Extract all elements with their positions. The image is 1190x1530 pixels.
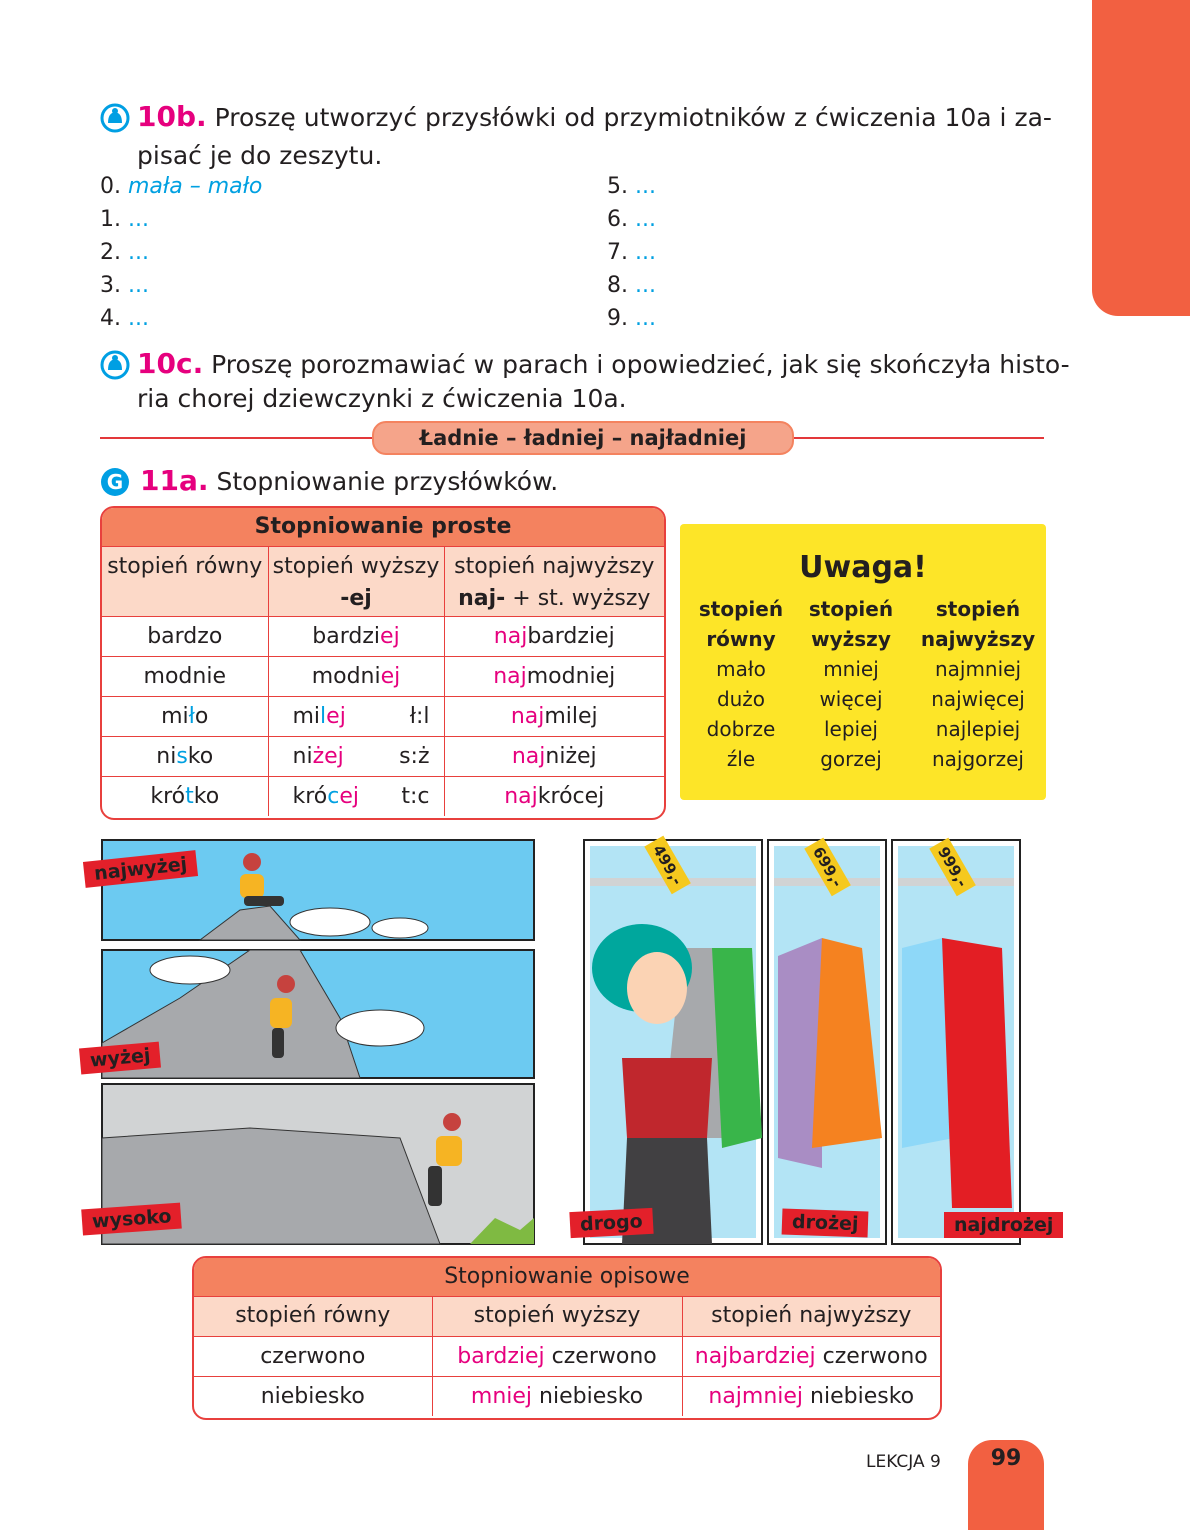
table-row: [194, 1336, 940, 1376]
table-cell: modniej: [268, 656, 444, 696]
exercise-10b-line1: [137, 100, 1052, 135]
table-cell: modnie: [102, 656, 268, 696]
table-cell: najkrócej: [444, 776, 664, 816]
pair-work-icon: [100, 350, 130, 380]
table-row: [102, 696, 664, 736]
irregular-forms-note: [680, 524, 1046, 800]
label-most-expensive: najdrożej: [944, 1212, 1063, 1238]
section-title: Ładnie – ładniej – najładniej: [372, 421, 794, 455]
exercise-11a-line: [140, 464, 558, 499]
note-column: mniej więcej lepiej gorzej: [819, 657, 883, 771]
column-header: stopień wyższy: [808, 597, 894, 651]
side-tab: [1092, 0, 1190, 316]
table-cell: czerwono: [194, 1336, 432, 1376]
table-cell: niżej s:ż: [268, 736, 444, 776]
answer-list: [607, 170, 907, 340]
table-cell: najbardziej: [444, 616, 664, 656]
list-item: 9. ...: [607, 306, 656, 331]
exercise-10c-line1: [137, 347, 1070, 382]
table-cell: krótko: [102, 776, 268, 816]
list-item: 1. ...: [100, 207, 149, 232]
note-title: Uwaga!: [799, 550, 927, 585]
list-item: 2. ...: [100, 240, 149, 265]
note-column: najmniej najwięcej najlepiej najgorzej: [931, 657, 1025, 771]
table-cell: najniżej: [444, 736, 664, 776]
table-row: [102, 736, 664, 776]
list-item: 6. ...: [607, 207, 656, 232]
consonant-alternation: t:c: [401, 783, 430, 809]
exercise-number: 10b.: [137, 100, 207, 133]
column-header: stopień najwyższy: [682, 1296, 940, 1336]
simple-comparison-table: [100, 506, 666, 820]
table-cell: nisko: [102, 736, 268, 776]
label-expensive: drogo: [569, 1208, 653, 1238]
grammar-icon: [100, 467, 130, 497]
list-item: 3. ...: [100, 273, 149, 298]
table-cell: bardziej: [268, 616, 444, 656]
column-header: stopień równy: [698, 597, 784, 651]
label-high: wysoko: [81, 1203, 182, 1236]
table-cell: najmilej: [444, 696, 664, 736]
list-item: 5. ...: [607, 174, 656, 199]
list-item: 8. ...: [607, 273, 656, 298]
price-tag: 499,-: [644, 836, 691, 895]
exercise-10c-line2: ria chorej dziewczynki z ćwiczenia 10a.: [137, 384, 627, 413]
column-header: stopień wyższy: [432, 1296, 682, 1336]
table-cell: milej ł:l: [268, 696, 444, 736]
column-header: stopień wyższy -ej: [268, 546, 444, 616]
page-number: 99: [968, 1440, 1044, 1530]
table-cell: najmniej niebiesko: [682, 1376, 940, 1416]
exercise-10b-line2: pisać je do zeszytu.: [137, 141, 383, 170]
consonant-alternation: ł:l: [409, 703, 430, 729]
column-header: stopień równy: [194, 1296, 432, 1336]
table-cell: najbardziej czerwono: [682, 1336, 940, 1376]
table-cell: niebiesko: [194, 1376, 432, 1416]
label-more-expensive: drożej: [782, 1208, 869, 1237]
table-cell: miło: [102, 696, 268, 736]
exercise-number: 11a.: [140, 464, 209, 497]
exercise-instruction: Stopniowanie przysłówków.: [216, 467, 559, 496]
table-cell: mniej niebiesko: [432, 1376, 682, 1416]
lesson-label: LEKCJA 9: [866, 1452, 941, 1472]
table-cell: bardzo: [102, 616, 268, 656]
exercise-instruction: Proszę porozmawiać w parach i opowiedzieć, jak się skończyła histo-: [211, 350, 1070, 379]
list-item: 4. ...: [100, 306, 149, 331]
list-item: 0. mała – mało: [100, 174, 263, 199]
table-title: Stopniowanie proste: [102, 508, 664, 546]
table-title: Stopniowanie opisowe: [194, 1258, 940, 1296]
consonant-alternation: s:ż: [399, 743, 430, 769]
pair-work-icon: [100, 103, 130, 133]
label-higher: wyżej: [79, 1042, 161, 1075]
descriptive-comparison-table: [192, 1256, 942, 1420]
svg-text:G: G: [106, 470, 124, 494]
table-cell: krócej t:c: [268, 776, 444, 816]
exercise-number: 10c.: [137, 347, 204, 380]
shopping-comic-illustration: [582, 838, 1022, 1248]
column-header: stopień najwyższy: [920, 597, 1036, 651]
column-header: stopień równy: [102, 546, 268, 616]
table-row: [102, 656, 664, 696]
table-row: [102, 776, 664, 816]
table-cell: bardziej czerwono: [432, 1336, 682, 1376]
table-row: [102, 616, 664, 656]
climbing-comic-illustration: [100, 838, 536, 1248]
price-tag: 699,-: [804, 838, 851, 897]
exercise-instruction: Proszę utworzyć przysłówki od przymiotników z ćwiczenia 10a i za-: [214, 103, 1052, 132]
table-row: [194, 1376, 940, 1416]
note-column: mało dużo dobrze źle: [706, 657, 776, 771]
table-cell: najmodniej: [444, 656, 664, 696]
label-highest: najwyżej: [83, 850, 198, 888]
column-header: stopień najwyższy naj- + st. wyższy: [444, 546, 664, 616]
price-tag: 999,-: [929, 838, 976, 897]
list-item: 7. ...: [607, 240, 656, 265]
